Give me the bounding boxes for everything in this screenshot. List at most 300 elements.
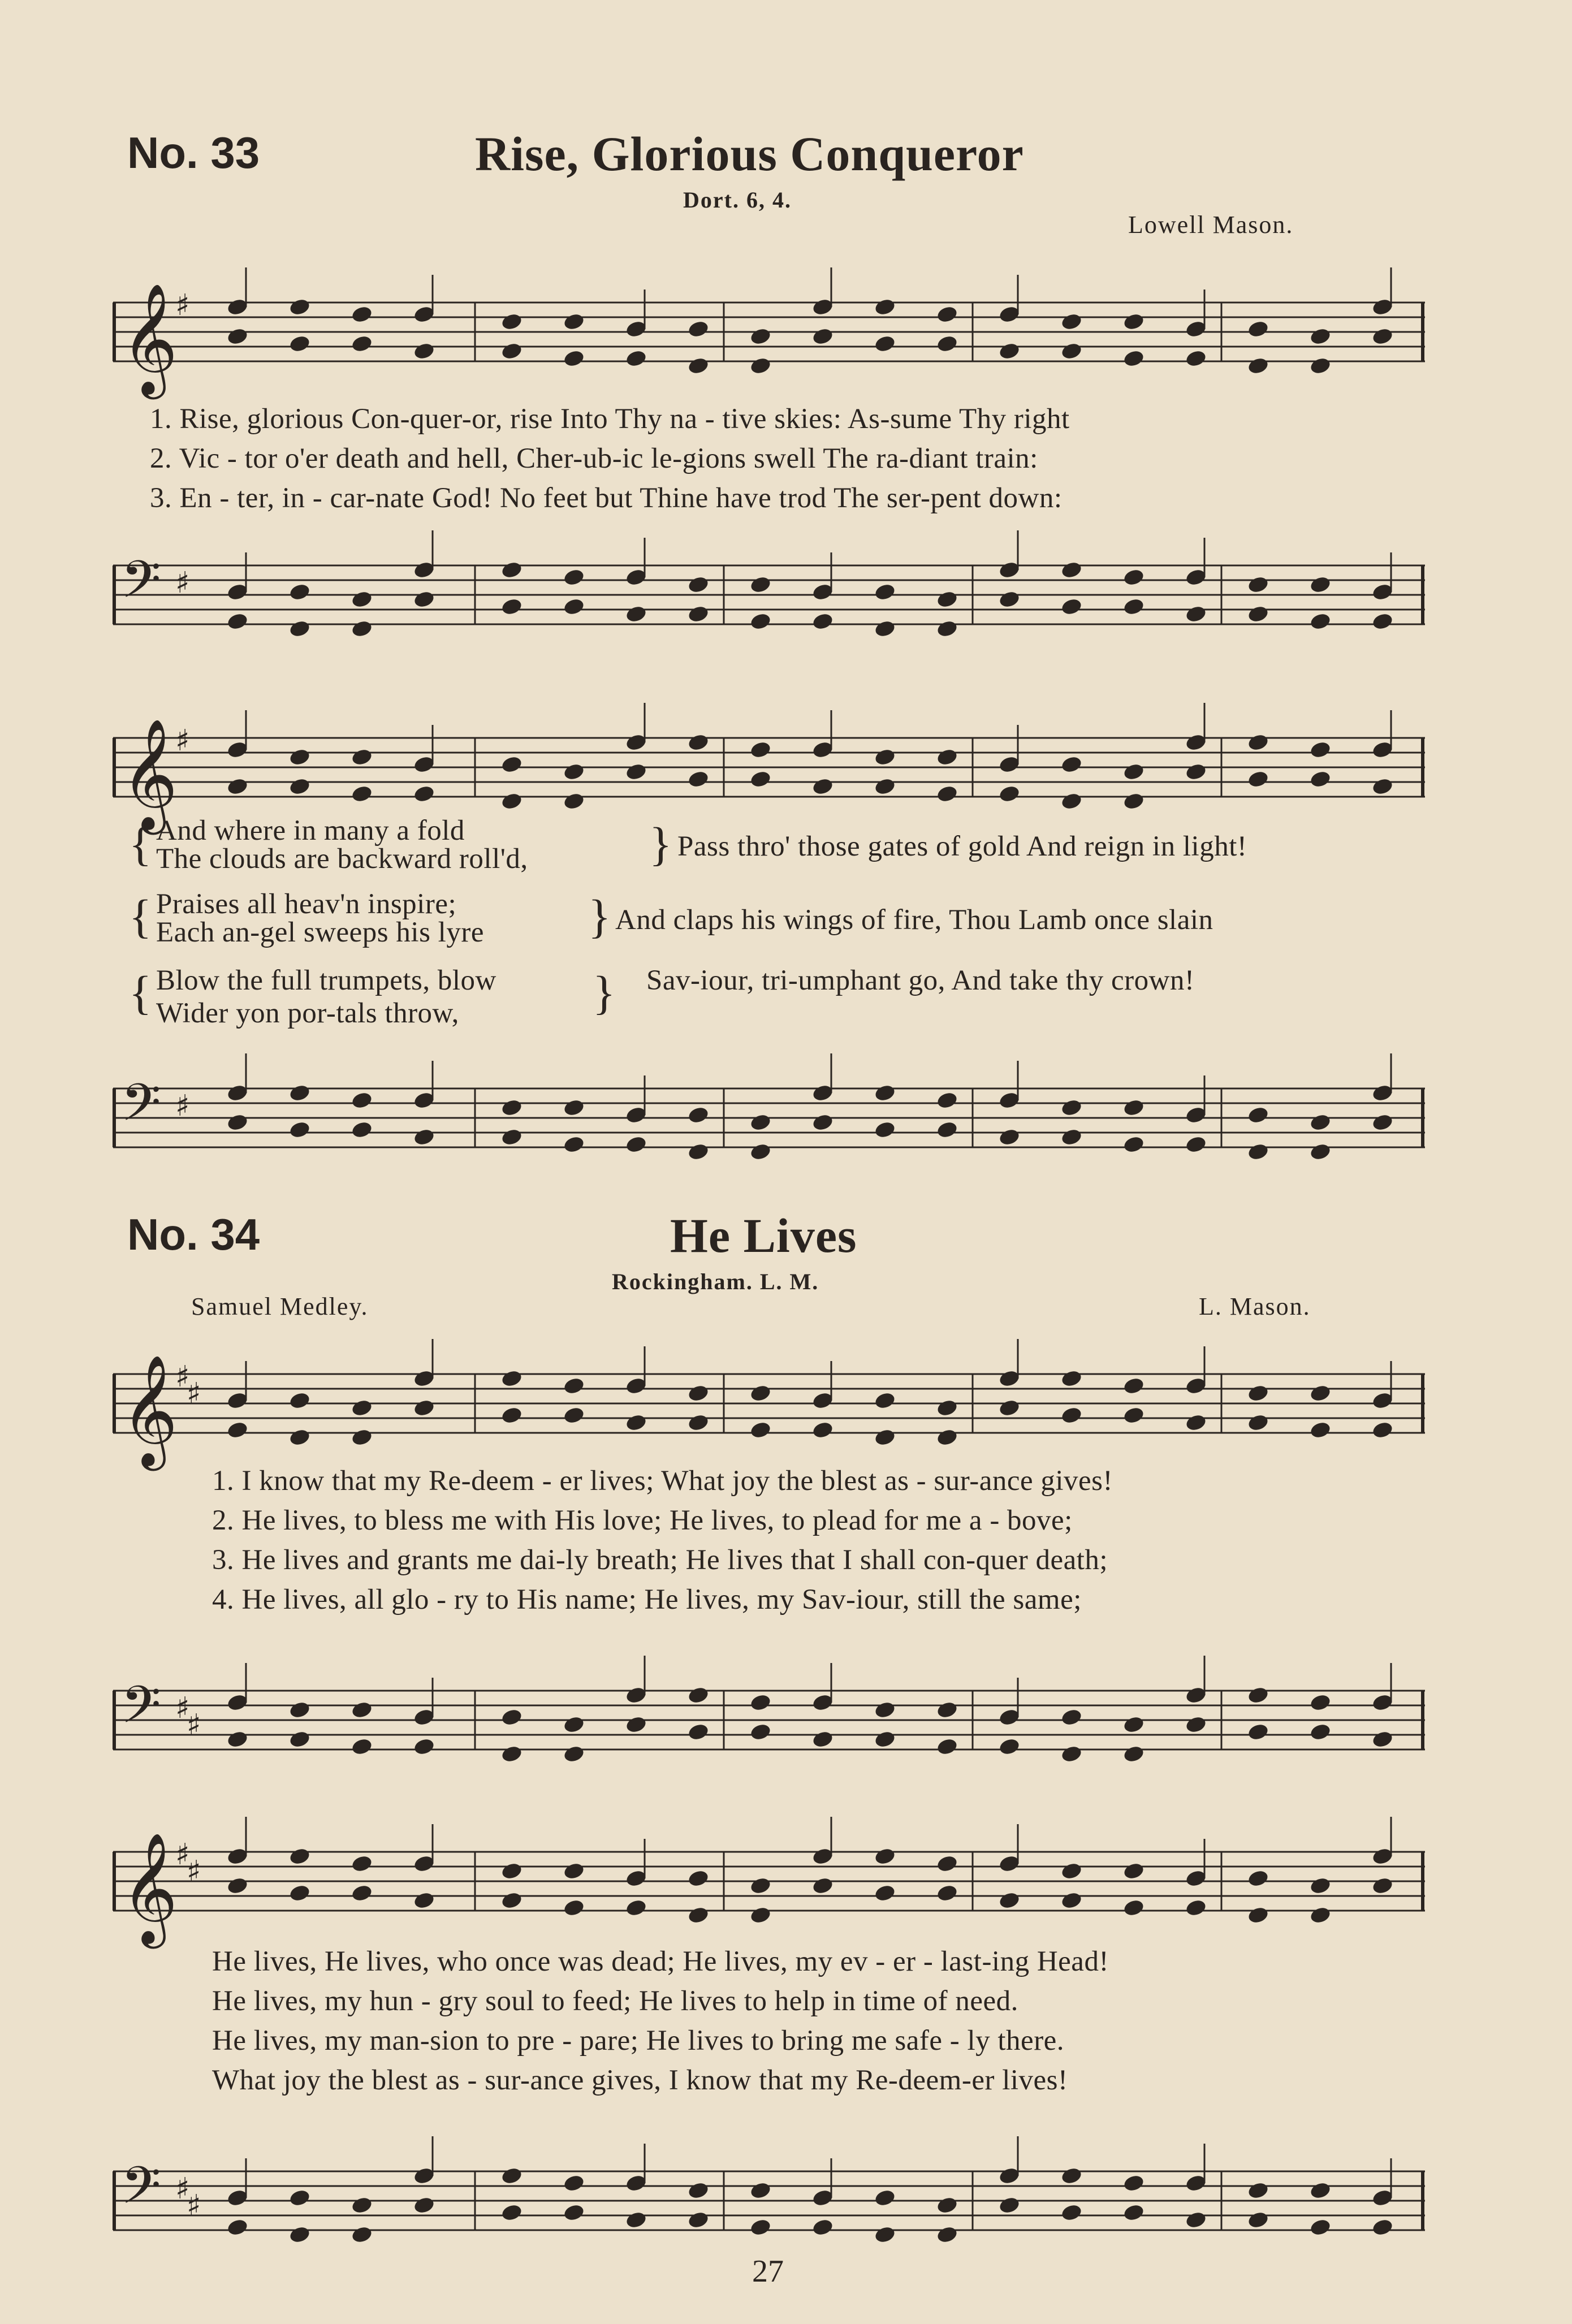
sharp-icon: ♯ xyxy=(175,724,190,758)
note-head xyxy=(998,784,1021,804)
brace-right: } xyxy=(588,891,611,943)
note-head xyxy=(998,2196,1021,2215)
note-head xyxy=(1247,575,1269,594)
note-head xyxy=(1309,327,1332,346)
hymn-33-verse-3-line: 3. En - ter, in - car-nate God! No feet but Thine have trod The ser-pent down: xyxy=(150,482,1063,514)
note-head xyxy=(1122,792,1145,811)
note-head xyxy=(500,1406,523,1425)
note-head xyxy=(1309,1906,1332,1925)
note-head xyxy=(1122,1861,1145,1881)
note-head xyxy=(1060,1891,1083,1910)
note-head xyxy=(1060,1708,1083,1727)
note-head xyxy=(1122,1135,1145,1154)
note-head xyxy=(1122,1898,1145,1917)
staff-bass xyxy=(113,1066,1425,1162)
note-head xyxy=(413,1128,435,1147)
note-head xyxy=(500,1369,523,1388)
hymn-34-refrain-line-2: He lives, my hun - gry soul to feed; He lives to help in time of need. xyxy=(212,1985,1018,2017)
note-head xyxy=(500,342,523,361)
note-head xyxy=(1060,1861,1083,1881)
note-head xyxy=(1122,1376,1145,1396)
note-head xyxy=(500,1128,523,1147)
note-head xyxy=(563,762,585,781)
note-head xyxy=(288,1391,311,1410)
note-head xyxy=(1309,1142,1332,1161)
note-head xyxy=(1371,327,1394,346)
note-head xyxy=(1122,568,1145,587)
note-head xyxy=(1060,792,1083,811)
note-head xyxy=(874,334,896,353)
note-head xyxy=(1247,2181,1269,2200)
note-head xyxy=(226,327,249,346)
note-head xyxy=(563,1898,585,1917)
note-head xyxy=(749,770,772,789)
note-head xyxy=(351,1428,373,1447)
note-head xyxy=(625,1135,647,1154)
note-head xyxy=(1371,2218,1394,2237)
note-head xyxy=(288,1083,311,1103)
note-head xyxy=(749,1420,772,1440)
note-head xyxy=(413,784,435,804)
note-head xyxy=(351,1884,373,1903)
note-head xyxy=(1185,1715,1207,1734)
note-head xyxy=(500,2203,523,2222)
note-head xyxy=(288,582,311,602)
note-head xyxy=(687,1413,710,1432)
note-head xyxy=(563,1098,585,1117)
hymn-34-verse-4-line: 4. He lives, all glo - ry to His name; He lives, my Sav-iour, still the same; xyxy=(212,1584,1082,1615)
note-head xyxy=(500,1708,523,1727)
note-head xyxy=(811,1420,834,1440)
couplet-line-2: Wider yon por-tals throw, xyxy=(156,997,459,1029)
note-head xyxy=(1122,597,1145,616)
note-head xyxy=(1122,1406,1145,1425)
note-head xyxy=(500,2166,523,2185)
note-head xyxy=(1247,770,1269,789)
note-head xyxy=(288,334,311,353)
note-head xyxy=(687,733,710,752)
note-head xyxy=(351,1091,373,1110)
note-head xyxy=(1060,1369,1083,1388)
note-head xyxy=(288,297,311,317)
note-head xyxy=(351,748,373,767)
note-head xyxy=(226,1420,249,1440)
note-head xyxy=(811,2218,834,2237)
note-head xyxy=(226,1876,249,1895)
note-head xyxy=(687,319,710,339)
note-head xyxy=(811,1113,834,1132)
note-head xyxy=(625,1715,647,1734)
note-head xyxy=(749,356,772,375)
note-head xyxy=(288,777,311,796)
note-head xyxy=(351,619,373,638)
note-head xyxy=(1247,356,1269,375)
note-head xyxy=(1309,740,1332,759)
sharp-icon: ♯ xyxy=(175,1089,190,1123)
note-head xyxy=(749,2218,772,2237)
note-head xyxy=(749,1142,772,1161)
note-head xyxy=(936,2196,958,2215)
note-head xyxy=(936,1428,958,1447)
note-head xyxy=(1060,1744,1083,1764)
sharp-icon: ♯ xyxy=(175,1360,190,1394)
hymn-33-tune: Dort. 6, 4. xyxy=(683,187,792,213)
note-head xyxy=(226,1113,249,1132)
couplet-line-1: Praises all heav'n inspire; xyxy=(156,888,457,920)
staff-treble xyxy=(113,715,1425,830)
note-head xyxy=(998,590,1021,609)
note-head xyxy=(874,2188,896,2208)
brace-right: } xyxy=(649,818,672,871)
note-head xyxy=(563,1376,585,1396)
note-head xyxy=(288,1120,311,1139)
note-head xyxy=(811,1876,834,1895)
note-head xyxy=(1122,762,1145,781)
verse-continuation: Sav-iour, tri-umphant go, And take thy crown! xyxy=(646,965,1195,996)
note-head xyxy=(1185,1898,1207,1917)
note-head xyxy=(874,2225,896,2244)
note-head xyxy=(874,777,896,796)
note-head xyxy=(687,1384,710,1403)
note-head xyxy=(1247,1142,1269,1161)
note-head xyxy=(1247,1413,1269,1432)
note-head xyxy=(1060,312,1083,331)
hymn-34-number: No. 34 xyxy=(127,1209,260,1259)
hymn-34-refrain-line-3: He lives, my man-sion to pre - pare; He lives to bring me safe - ly there. xyxy=(212,2025,1065,2057)
staff-bass xyxy=(113,1668,1425,1764)
note-head xyxy=(1309,612,1332,631)
note-head xyxy=(936,1398,958,1418)
note-head xyxy=(1122,2203,1145,2222)
note-head xyxy=(998,1128,1021,1147)
sharp-icon: ♯ xyxy=(187,1855,201,1889)
note-head xyxy=(874,1428,896,1447)
hymn-33-verses-a xyxy=(150,403,1070,521)
note-head xyxy=(563,1406,585,1425)
note-head xyxy=(288,1847,311,1866)
sharp-icon: ♯ xyxy=(175,288,190,322)
note-head xyxy=(1371,612,1394,631)
hymn-33-composer: Lowell Mason. xyxy=(1128,211,1294,239)
note-head xyxy=(749,1113,772,1132)
note-head xyxy=(563,597,585,616)
note-head xyxy=(1371,1730,1394,1749)
note-head xyxy=(749,740,772,759)
note-head xyxy=(998,342,1021,361)
hymn-33-number: No. 33 xyxy=(127,128,260,178)
note-head xyxy=(936,619,958,638)
note-head xyxy=(1060,1098,1083,1117)
note-head xyxy=(936,2225,958,2244)
note-head xyxy=(1060,2203,1083,2222)
note-head xyxy=(226,612,249,631)
note-head xyxy=(288,2225,311,2244)
note-head xyxy=(563,349,585,368)
note-head xyxy=(288,2188,311,2208)
note-head xyxy=(936,1120,958,1139)
hymn-33-verse-2-line: 2. Vic - tor o'er death and hell, Cher-ub-ic le-gions swell The ra-diant train: xyxy=(150,443,1038,474)
note-head xyxy=(874,1391,896,1410)
page-number: 27 xyxy=(752,2254,784,2289)
note-head xyxy=(1247,1384,1269,1403)
bass-clef-icon: 𝄢 xyxy=(121,1675,161,1747)
note-head xyxy=(687,575,710,594)
note-head xyxy=(1247,733,1269,752)
note-head xyxy=(500,597,523,616)
note-head xyxy=(936,1884,958,1903)
note-head xyxy=(1185,1413,1207,1432)
bass-clef-icon: 𝄢 xyxy=(121,2155,161,2228)
note-head xyxy=(1309,2181,1332,2200)
note-head xyxy=(687,1686,710,1705)
note-head xyxy=(563,1744,585,1764)
couplet-line-2: Each an-gel sweeps his lyre xyxy=(156,917,484,948)
note-head xyxy=(1122,312,1145,331)
note-head xyxy=(1247,1869,1269,1888)
note-head xyxy=(413,1891,435,1910)
note-head xyxy=(413,590,435,609)
note-head xyxy=(625,1898,647,1917)
note-head xyxy=(749,1722,772,1742)
note-head xyxy=(500,560,523,580)
note-head xyxy=(936,1854,958,1873)
note-head xyxy=(288,748,311,767)
note-head xyxy=(563,1715,585,1734)
note-head xyxy=(413,2196,435,2215)
note-head xyxy=(811,777,834,796)
note-head xyxy=(687,356,710,375)
note-head xyxy=(1309,2218,1332,2237)
note-head xyxy=(288,1730,311,1749)
note-head xyxy=(1060,597,1083,616)
note-head xyxy=(687,1142,710,1161)
note-head xyxy=(874,748,896,767)
staff-bass xyxy=(113,543,1425,639)
note-head xyxy=(874,1847,896,1866)
note-head xyxy=(500,1744,523,1764)
note-head xyxy=(1247,319,1269,339)
note-head xyxy=(936,1737,958,1756)
note-head xyxy=(1185,349,1207,368)
note-head xyxy=(749,575,772,594)
note-head xyxy=(687,1722,710,1742)
note-head xyxy=(563,2174,585,2193)
note-head xyxy=(1247,1105,1269,1125)
note-head xyxy=(351,305,373,324)
note-head xyxy=(749,1876,772,1895)
staff-treble xyxy=(113,1829,1425,1944)
note-head xyxy=(1371,1420,1394,1440)
note-head xyxy=(413,1737,435,1756)
brace-left: { xyxy=(129,967,152,1020)
note-head xyxy=(1247,2210,1269,2230)
note-head xyxy=(936,334,958,353)
hymn-34-verse-1-line: 1. I know that my Re-deem - er lives; What joy the blest as - sur-ance gives! xyxy=(212,1465,1113,1497)
note-head xyxy=(1122,1744,1145,1764)
note-head xyxy=(1247,1906,1269,1925)
note-head xyxy=(1185,604,1207,624)
note-head xyxy=(288,1428,311,1447)
note-head xyxy=(1309,1384,1332,1403)
note-head xyxy=(1247,1722,1269,1742)
note-head xyxy=(351,334,373,353)
note-head xyxy=(874,1083,896,1103)
note-head xyxy=(563,312,585,331)
verse-continuation: Pass thro' those gates of gold And reign in light! xyxy=(677,831,1247,862)
brace-left: { xyxy=(129,891,152,943)
sharp-icon: ♯ xyxy=(175,2172,190,2206)
hymn-34-verses-a xyxy=(212,1465,1113,1623)
couplet-line-2: The clouds are backward roll'd, xyxy=(156,843,528,875)
note-head xyxy=(625,762,647,781)
couplet-line-1: Blow the full trumpets, blow xyxy=(156,965,496,996)
note-head xyxy=(351,2225,373,2244)
note-head xyxy=(749,612,772,631)
verse-continuation: And claps his wings of fire, Thou Lamb once slain xyxy=(615,904,1213,936)
treble-clef-icon: 𝄞 xyxy=(121,283,178,395)
note-head xyxy=(226,777,249,796)
note-head xyxy=(749,1693,772,1712)
note-head xyxy=(1122,1715,1145,1734)
note-head xyxy=(687,1869,710,1888)
hymn-34-title: He Lives xyxy=(670,1208,857,1263)
note-head xyxy=(749,2181,772,2200)
note-head xyxy=(936,305,958,324)
staff-treble xyxy=(113,280,1425,395)
note-head xyxy=(226,1730,249,1749)
note-head xyxy=(749,1384,772,1403)
note-head xyxy=(1060,755,1083,774)
note-head xyxy=(625,604,647,624)
note-head xyxy=(351,1737,373,1756)
note-head xyxy=(1122,349,1145,368)
note-head xyxy=(811,1730,834,1749)
sharp-icon: ♯ xyxy=(187,2189,201,2223)
note-head xyxy=(351,1700,373,1720)
note-head xyxy=(874,582,896,602)
note-head xyxy=(1309,1693,1332,1712)
note-head xyxy=(811,612,834,631)
note-head xyxy=(563,1861,585,1881)
treble-clef-icon: 𝄞 xyxy=(121,1354,178,1466)
note-head xyxy=(1371,777,1394,796)
note-head xyxy=(874,619,896,638)
hymn-34-verse-2-line: 2. He lives, to bless me with His love; He lives, to plead for me a - bove; xyxy=(212,1505,1073,1536)
note-head xyxy=(874,1120,896,1139)
note-head xyxy=(874,1700,896,1720)
note-head xyxy=(1309,1420,1332,1440)
hymn-34-verses-b xyxy=(212,1945,1109,2103)
note-head xyxy=(288,619,311,638)
note-head xyxy=(1185,2210,1207,2230)
treble-clef-icon: 𝄞 xyxy=(121,718,178,830)
note-head xyxy=(351,1120,373,1139)
note-head xyxy=(687,770,710,789)
note-head xyxy=(874,1730,896,1749)
note-head xyxy=(687,604,710,624)
note-head xyxy=(625,1413,647,1432)
note-head xyxy=(563,1135,585,1154)
hymn-34-tune: Rockingham. L. M. xyxy=(612,1269,819,1294)
note-head xyxy=(687,1906,710,1925)
sharp-icon: ♯ xyxy=(187,1708,201,1742)
note-head xyxy=(413,342,435,361)
treble-clef-icon: 𝄞 xyxy=(121,1832,178,1944)
note-head xyxy=(500,792,523,811)
note-head xyxy=(351,590,373,609)
note-head xyxy=(811,327,834,346)
note-head xyxy=(998,1737,1021,1756)
note-head xyxy=(936,748,958,767)
note-head xyxy=(1371,1876,1394,1895)
note-head xyxy=(625,2210,647,2230)
sharp-icon: ♯ xyxy=(175,1838,190,1872)
staff-treble xyxy=(113,1351,1425,1466)
note-head xyxy=(1247,604,1269,624)
note-head xyxy=(625,349,647,368)
hymn-33-verse-1-line: 1. Rise, glorious Con-quer-or, rise Into Thy na - tive skies: As-sume Thy right xyxy=(150,403,1070,435)
note-head xyxy=(1060,560,1083,580)
note-head xyxy=(1122,1098,1145,1117)
hymn-34-refrain-line-1: He lives, He lives, who once was dead; He lives, my ev - er - last-ing Head! xyxy=(212,1946,1109,1977)
couplet-line-1: And where in many a fold xyxy=(156,815,465,846)
note-head xyxy=(936,1091,958,1110)
note-head xyxy=(500,755,523,774)
note-head xyxy=(1309,1722,1332,1742)
note-head xyxy=(1060,342,1083,361)
note-head xyxy=(1309,575,1332,594)
note-head xyxy=(1309,1876,1332,1895)
note-head xyxy=(1060,1406,1083,1425)
note-head xyxy=(687,2181,710,2200)
note-head xyxy=(749,1906,772,1925)
brace-left: { xyxy=(129,818,152,871)
note-head xyxy=(500,312,523,331)
hymn-34-composer: L. Mason. xyxy=(1199,1293,1311,1320)
note-head xyxy=(687,1105,710,1125)
note-head xyxy=(1122,2174,1145,2193)
note-head xyxy=(1309,356,1332,375)
staff-bass xyxy=(113,2149,1425,2245)
note-head xyxy=(936,590,958,609)
note-head xyxy=(749,327,772,346)
sharp-icon: ♯ xyxy=(175,1691,190,1725)
note-head xyxy=(413,1398,435,1418)
note-head xyxy=(563,792,585,811)
note-head xyxy=(1247,1686,1269,1705)
note-head xyxy=(1371,1113,1394,1132)
sharp-icon: ♯ xyxy=(187,1377,201,1411)
note-head xyxy=(563,568,585,587)
note-head xyxy=(936,1700,958,1720)
note-head xyxy=(351,784,373,804)
sharp-icon: ♯ xyxy=(175,566,190,600)
note-head xyxy=(1309,770,1332,789)
note-head xyxy=(500,1861,523,1881)
brace-right: } xyxy=(593,967,616,1020)
note-head xyxy=(351,2196,373,2215)
note-head xyxy=(351,1398,373,1418)
note-head xyxy=(998,1891,1021,1910)
note-head xyxy=(226,2218,249,2237)
hymn-33-title: Rise, Glorious Conqueror xyxy=(475,127,1024,181)
note-head xyxy=(936,784,958,804)
note-head xyxy=(1185,1135,1207,1154)
note-head xyxy=(687,2210,710,2230)
note-head xyxy=(874,297,896,317)
bass-clef-icon: 𝄢 xyxy=(121,1073,161,1145)
note-head xyxy=(288,1700,311,1720)
